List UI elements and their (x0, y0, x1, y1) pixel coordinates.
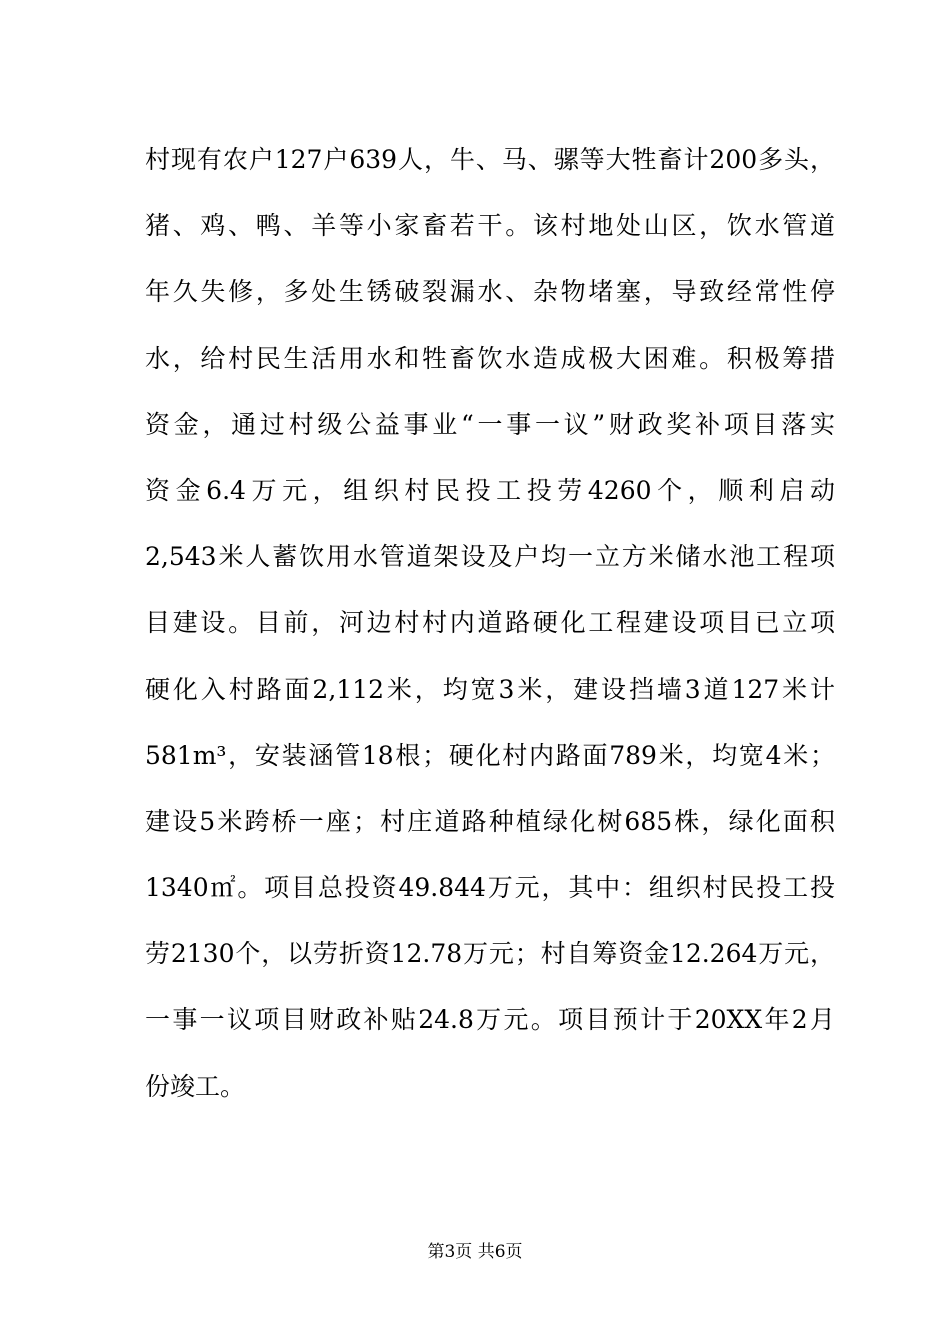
text-line: 资金6.4万元，组织村民投工投劳4260个，顺利启动 (145, 475, 835, 505)
page-footer: 第3页 共6页 (427, 1242, 523, 1262)
text-line: 581m³，安装涵管18根；硬化村内路面789米，均宽4米； (145, 740, 835, 770)
text-line: 猪、鸡、鸭、羊等小家畜若干。该村地处山区，饮水管道 (145, 211, 835, 241)
text-line: 目建设。目前，河边村村内道路硬化工程建设项目已立项 (145, 608, 835, 638)
text-line: 硬化入村路面2,112米，均宽3米，建设挡墙3道127米计 (145, 674, 835, 704)
text-line: 年久失修，多处生锈破裂漏水、杂物堵塞，导致经常性停 (145, 277, 835, 307)
text-line: 一事一议项目财政补贴24.8万元。项目预计于20XX年2月 (145, 1005, 835, 1035)
text-line: 1340㎡。项目总投资49.844万元，其中：组织村民投工投 (145, 873, 835, 903)
text-line: 2,543米人蓄饮用水管道架设及户均一立方米储水池工程项 (145, 542, 835, 572)
text-line: 水，给村民生活用水和牲畜饮水造成极大困难。积极筹措 (145, 343, 835, 373)
text-line: 劳2130个，以劳折资12.78万元；村自筹资金12.264万元， (145, 939, 835, 969)
body-paragraph (145, 127, 835, 1120)
text-line: 资金，通过村级公益事业“一事一议”财政奖补项目落实 (145, 409, 835, 439)
text-line-last: 份竣工。 (145, 1071, 246, 1101)
text-line: 建设5米跨桥一座；村庄道路种植绿化树685株，绿化面积 (145, 806, 835, 836)
text-line: 村现有农户127户639人，牛、马、骡等大牲畜计200多头， (145, 145, 835, 174)
